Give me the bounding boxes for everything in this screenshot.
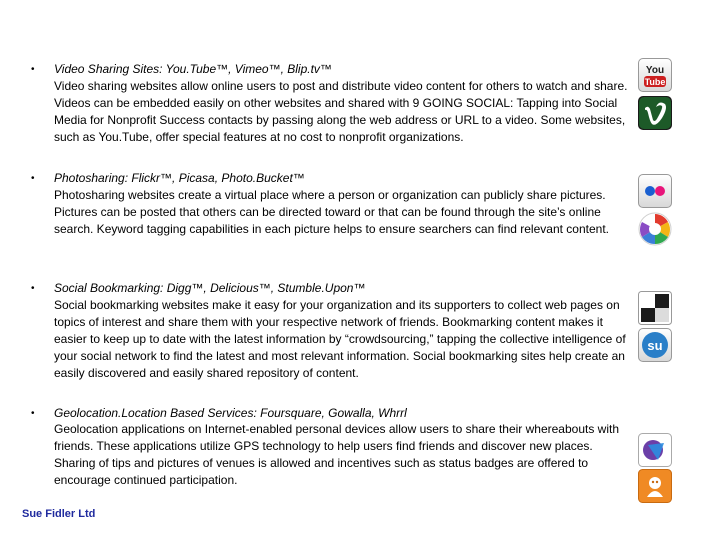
picasa-icon xyxy=(638,212,672,246)
svg-text:Tube: Tube xyxy=(644,77,666,87)
youtube-icon xyxy=(638,58,672,92)
section-heading: Photosharing: Flickr™, Picasa, Photo.Bucket™ xyxy=(54,171,305,185)
bullet: • xyxy=(31,173,35,184)
bullet: • xyxy=(31,283,35,294)
section-body: Geolocation applications on Internet-enabled personal devices allow users to share their whereabouts with friends. These applications utilize GPS technology to help users find friends and discover new places. Sharing of tips and pictures of venues is allowed and incentives such as status badges are offered to encourage continued participation. xyxy=(54,422,620,487)
foursquare-icon xyxy=(638,433,672,467)
svg-text:su: su xyxy=(647,338,663,353)
flickr-icon xyxy=(638,174,672,208)
footer-brand: Sue Fidler Ltd xyxy=(22,508,96,520)
gowalla-icon xyxy=(638,469,672,503)
section-heading: Geolocation.Location Based Services: Foursquare, Gowalla, Whrrl xyxy=(54,406,407,420)
section-heading: Video Sharing Sites: You.Tube™, Vimeo™, Blip.tv™ xyxy=(54,62,332,76)
section-body: Social bookmarking websites make it easy for your organization and its supporters to collect web pages on topics of interest and share them with your respective network of friends. Bookmarking content makes it easier to keep up to date with the latest information by “crowdsourcing,” tapping the collective intelligence of your social network to find the latest and most relevant information. Social bookmarking sites help create an easily discovered and easily shared repository of content. xyxy=(54,298,626,380)
bullet: • xyxy=(31,64,35,75)
svg-text:You: You xyxy=(645,65,665,76)
delicious-icon xyxy=(638,291,672,325)
bullet: • xyxy=(31,408,35,419)
vimeo-icon xyxy=(638,96,672,130)
section-body: Photosharing websites create a virtual place where a person or organization can publicly share pictures. Pictures can be posted that others can be directed toward or that can be found through the site’s online search. Keyword tagging capabilities in each picture helps to ensure searchers can find relevant content. xyxy=(54,188,609,236)
section-body: Video sharing websites allow online users to post and distribute video content for others to watch and share. Videos can be embedded easily on other websites and shared with 9 GOING SOCIAL: Tapping into Social Media for Nonprofit Success contacts by passing along the web address or URL to a video. Some websites, such as You.Tube, offer special features at no cost to nonprofit organizations. xyxy=(54,79,628,144)
stumbleupon-icon xyxy=(638,328,672,362)
section-heading: Social Bookmarking: Digg™, Delicious™, Stumble.Upon™ xyxy=(54,281,366,295)
